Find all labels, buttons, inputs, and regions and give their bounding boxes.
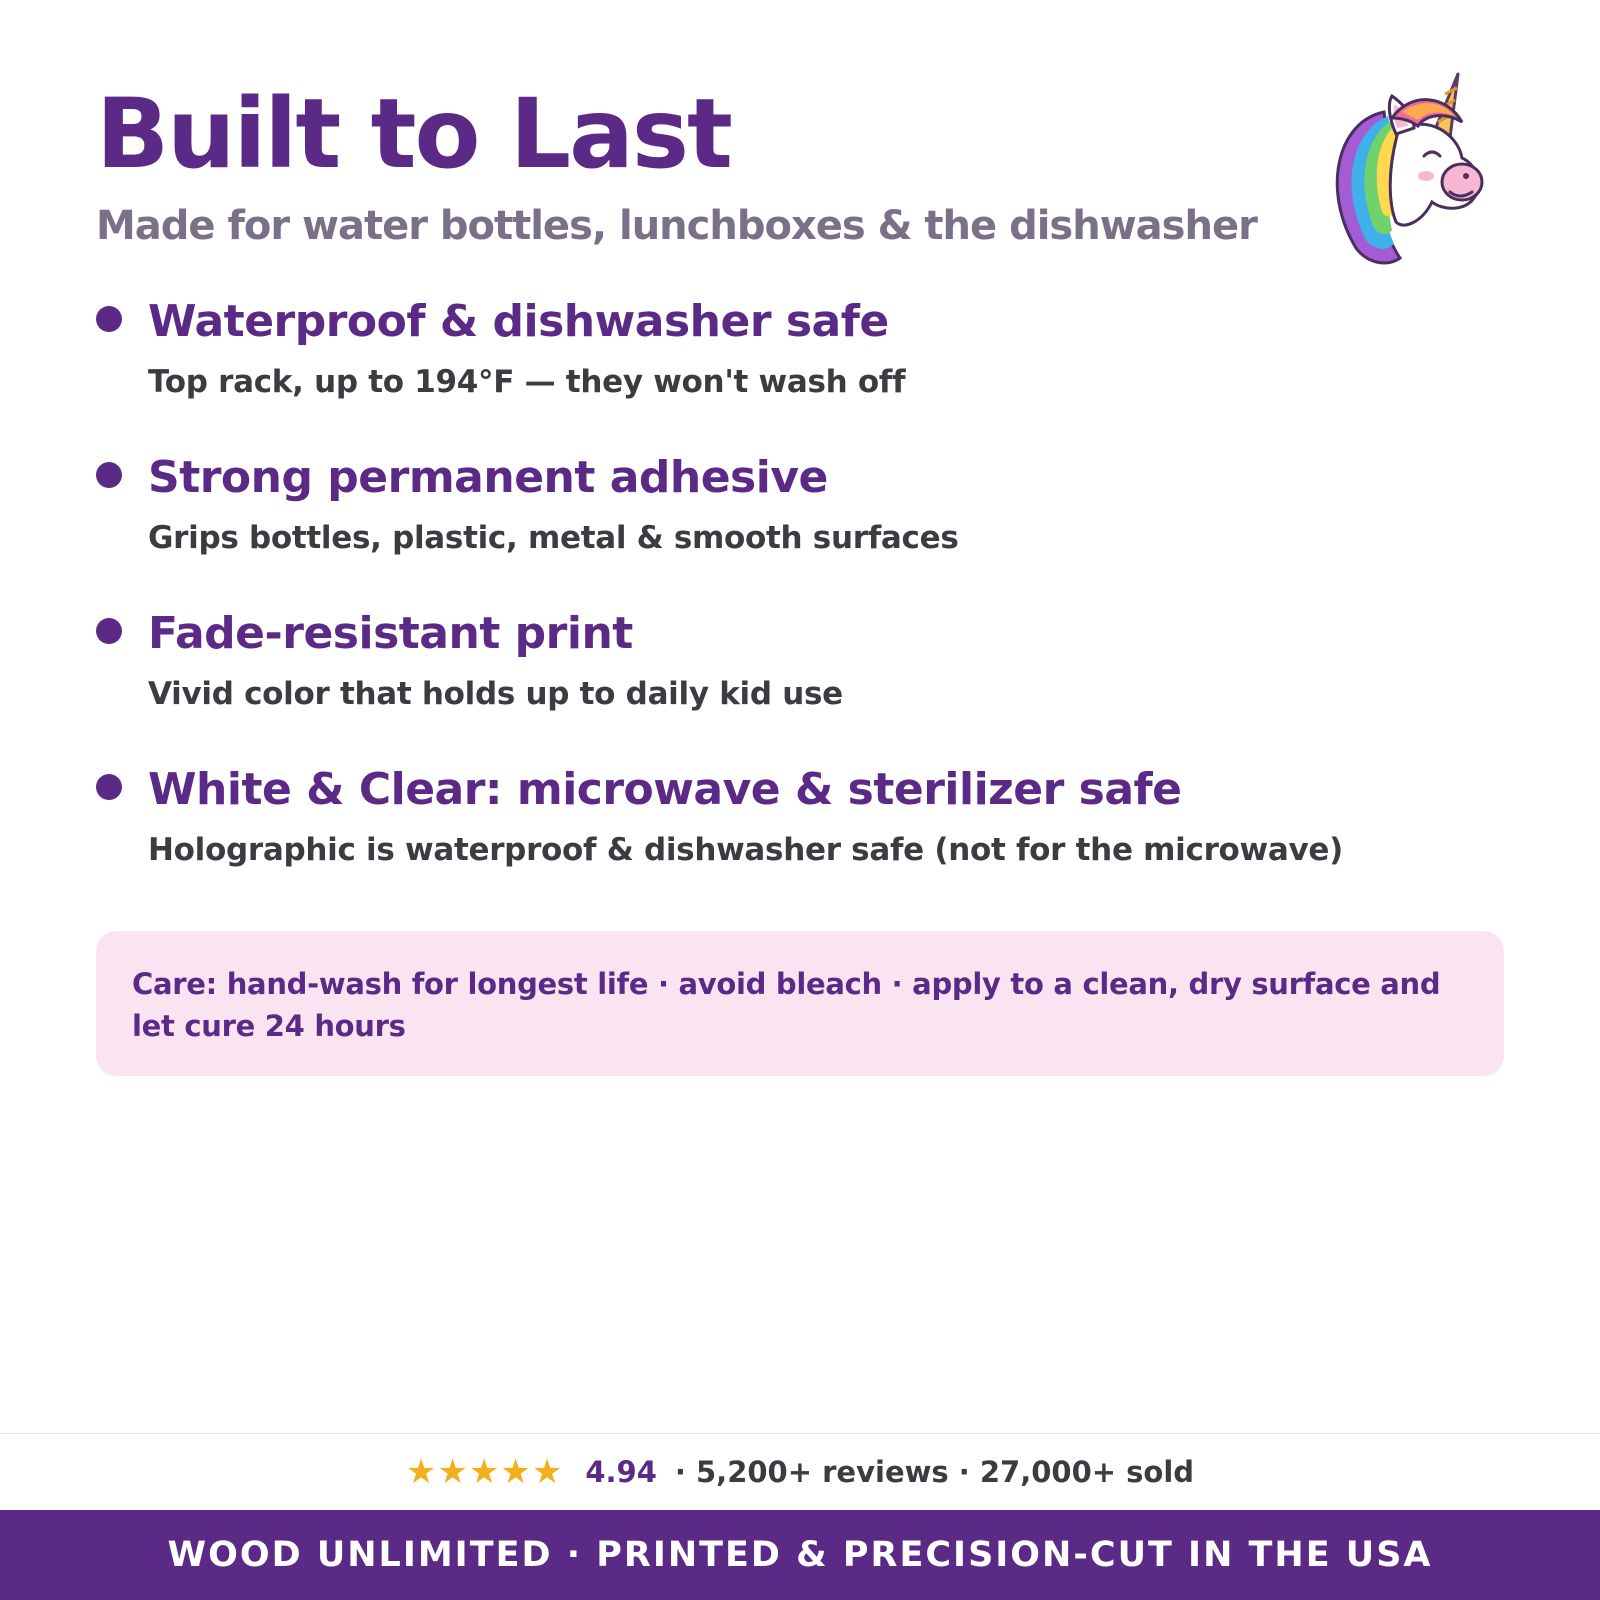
unicorn-icon xyxy=(1326,72,1486,268)
footer-banner xyxy=(0,1510,1600,1600)
footer-text: WOOD UNLIMITED · PRINTED & PRECISION-CUT IN THE USA xyxy=(167,1535,1433,1575)
bullet-dot xyxy=(96,462,122,488)
feature-description: Top rack, up to 194°F — they won't wash off xyxy=(148,364,906,400)
care-note xyxy=(96,931,1504,1076)
feature-list xyxy=(96,296,1496,920)
divider xyxy=(0,1433,1600,1434)
feature-item xyxy=(96,452,1496,608)
feature-description: Grips bottles, plastic, metal & smooth surfaces xyxy=(148,520,959,556)
star-rating-icon: ★★★★★ xyxy=(405,1452,564,1492)
rating-bar xyxy=(0,1452,1600,1492)
care-text: Care: hand-wash for longest life · avoid bleach · apply to a clean, dry surface and let cure 24 hours xyxy=(132,967,1441,1044)
feature-item xyxy=(96,764,1496,920)
bullet-dot xyxy=(96,306,122,332)
page-subtitle: Made for water bottles, lunchboxes & the dishwasher xyxy=(96,203,1257,249)
bullet-dot xyxy=(96,618,122,644)
feature-title: Fade-resistant print xyxy=(148,608,633,659)
bullet-dot xyxy=(96,774,122,800)
feature-item xyxy=(96,296,1496,452)
feature-title: Waterproof & dishwasher safe xyxy=(148,296,889,347)
feature-title: Strong permanent adhesive xyxy=(148,452,828,503)
feature-description: Vivid color that holds up to daily kid use xyxy=(148,676,843,712)
feature-item xyxy=(96,608,1496,764)
feature-description: Holographic is waterproof & dishwasher safe (not for the microwave) xyxy=(148,832,1344,868)
rating-details: · 5,200+ reviews · 27,000+ sold xyxy=(674,1455,1195,1489)
feature-title: White & Clear: microwave & sterilizer safe xyxy=(148,764,1182,815)
page-title: Built to Last xyxy=(96,78,731,190)
rating-score: 4.94 xyxy=(585,1455,657,1489)
